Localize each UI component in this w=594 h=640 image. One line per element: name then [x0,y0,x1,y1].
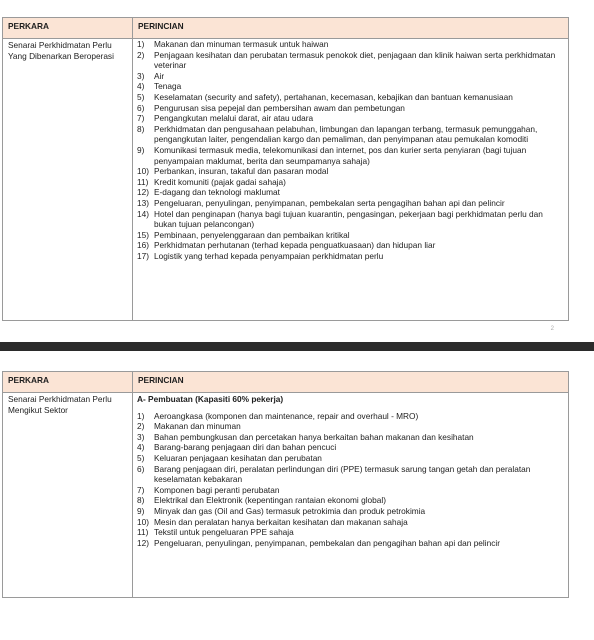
item-number: 9) [137,144,145,155]
list-item [137,240,564,251]
list-item [137,209,564,230]
item-text: Bahan pembungkusan dan percetakan hanya berkaitan bahan makanan dan kesihatan [154,431,474,442]
essential-services-list [137,39,564,261]
document-page-2 [0,351,594,640]
item-number: 12) [137,187,149,198]
list-item [137,50,564,71]
item-number: 8) [137,495,145,506]
list-item [137,39,564,50]
services-table-2 [2,371,569,598]
item-text: Kredit komuniti (pajak gadai sahaja) [154,176,286,187]
page-number: 2 [550,326,554,332]
item-text: Perkhidmatan dan pengusahaan pelabuhan, limbungan dan lapangan terbang, termasuk pemunggahan, pengangkutan laiter, pengendalian kargo dan pemaliman, dan penyimpanan atau pemukalan komoditi [154,123,538,145]
item-number: 7) [137,484,145,495]
item-text: Keselamatan (security and safety), pertahanan, kecemasan, kebajikan dan bantuan kemanusiaan [154,91,513,102]
list-item [137,71,564,82]
list-item [137,230,564,241]
list-item [137,103,564,114]
list-item [137,506,564,517]
list-item [137,166,564,177]
item-text: Minyak dan gas (Oil and Gas) termasuk petrokimia dan produk petrokimia [154,505,426,516]
list-item [137,124,564,145]
list-item [137,453,564,464]
table-header-row [3,18,569,39]
item-text: Hotel dan penginapan (hanya bagi tujuan kuarantin, pengasingan, pekerjaan bagi perkhidmatan perlu dan bukan tujuan pelancongan) [154,208,543,230]
item-number: 12) [137,537,149,548]
list-item [137,495,564,506]
perkara-cell: Senarai Perkhidmatan Perlu Mengikut Sektor [3,393,133,598]
item-text: Komponen bagi peranti perubatan [154,484,280,495]
list-item [137,442,564,453]
item-number: 15) [137,229,149,240]
item-text: Pengeluaran, penyulingan, penyimpanan, pembekalan serta pengagihan bahan api dan pelincir [154,197,505,208]
item-text: Makanan dan minuman termasuk untuk haiwan [154,39,329,49]
item-number: 2) [137,421,145,432]
item-number: 10) [137,166,149,177]
list-item [137,81,564,92]
item-text: Perkhidmatan perhutanan (terhad kepada penguatkuasaan) dan hidupan liar [154,240,436,251]
list-item [137,411,564,422]
item-text: Pengangkutan melalui darat, air atau udara [154,113,314,124]
page-separator [0,342,594,351]
item-text: Tekstil untuk pengeluaran PPE sahaja [154,527,294,538]
item-text: Logistik yang terhad kepada penyampaian perkhidmatan perlu [154,250,384,261]
sector-title: A- Pembuatan (Kapasiti 60% pekerja) [137,394,284,404]
item-text: Makanan dan minuman [154,421,241,432]
item-number: 6) [137,102,145,113]
list-item [137,432,564,443]
item-number: 3) [137,70,145,81]
sector-services-list [137,411,564,549]
list-item [137,198,564,209]
item-text: Pengurusan sisa pepejal dan pembersihan awam dan pembetungan [154,102,405,113]
item-number: 14) [137,208,149,219]
item-number: 17) [137,250,149,261]
item-text: Air [154,70,165,81]
item-number: 8) [137,123,145,134]
list-item [137,464,564,485]
list-item [137,187,564,198]
list-item [137,177,564,188]
item-text: Aeroangkasa (komponen dan maintenance, repair and overhaul - MRO) [154,410,419,421]
item-number: 3) [137,431,145,442]
item-text: Perbankan, insuran, takaful dan pasaran modal [154,166,329,177]
item-number: 11) [137,176,149,187]
item-text: Elektrikal dan Elektronik (kepentingan rantaian ekonomi global) [154,495,386,506]
item-number: 7) [137,113,145,124]
item-number: 5) [137,91,145,102]
item-number: 13) [137,197,149,208]
item-text: Barang penjagaan diri, peralatan perlindungan diri (PPE) termasuk sarung tangan getah dan peralatan keselamatan kebakaran [154,463,531,485]
list-item [137,517,564,528]
item-number: 1) [137,410,145,421]
header-perkara: PERKARA [3,372,133,393]
header-perincian: PERINCIAN [133,18,569,39]
item-number: 1) [137,39,145,49]
item-text: Pembinaan, penyelenggaraan dan pembaikan kritikal [154,229,350,240]
perincian-cell [133,393,569,598]
list-item [137,145,564,166]
table-row [3,39,569,321]
header-perincian: PERINCIAN [133,372,569,393]
item-number: 5) [137,452,145,463]
item-number: 2) [137,49,145,60]
item-number: 4) [137,442,145,453]
table-row [3,393,569,598]
item-number: 6) [137,463,145,474]
item-number: 10) [137,516,149,527]
item-text: Keluaran penjagaan kesihatan dan perubatan [154,452,322,463]
perincian-cell [133,39,569,321]
item-text: Tenaga [154,81,182,92]
list-item [137,485,564,496]
item-number: 16) [137,240,149,251]
item-text: Mesin dan peralatan hanya berkaitan kesihatan dan makanan sahaja [154,516,408,527]
list-item [137,251,564,262]
list-item [137,113,564,124]
perkara-cell: Senarai Perkhidmatan Perlu Yang Dibenarkan Beroperasi [3,39,133,321]
item-number: 9) [137,505,145,516]
item-text: Pengeluaran, penyulingan, penyimpanan, pembekalan dan pengagihan bahan api dan pelincir [154,537,500,548]
header-perkara: PERKARA [3,18,133,39]
item-text: Komunikasi termasuk media, telekomunikasi dan internet, pos dan kurier serta penyiaran (bagi tujuan penyampaian maklumat, berita dan seumpamanya sahaja) [154,144,527,166]
item-number: 4) [137,81,145,92]
table-header-row [3,372,569,393]
item-text: E-dagang dan teknologi maklumat [154,187,280,198]
list-item [137,92,564,103]
services-table-1 [2,17,569,321]
list-item [137,538,564,549]
item-number: 11) [137,527,149,538]
list-item [137,421,564,432]
item-text: Barang-barang penjagaan diri dan bahan pencuci [154,442,337,453]
item-text: Penjagaan kesihatan dan perubatan termasuk penokok diet, penjagaan dan klinik haiwan serta perkhidmatan veterinar [154,49,556,71]
list-item [137,527,564,538]
